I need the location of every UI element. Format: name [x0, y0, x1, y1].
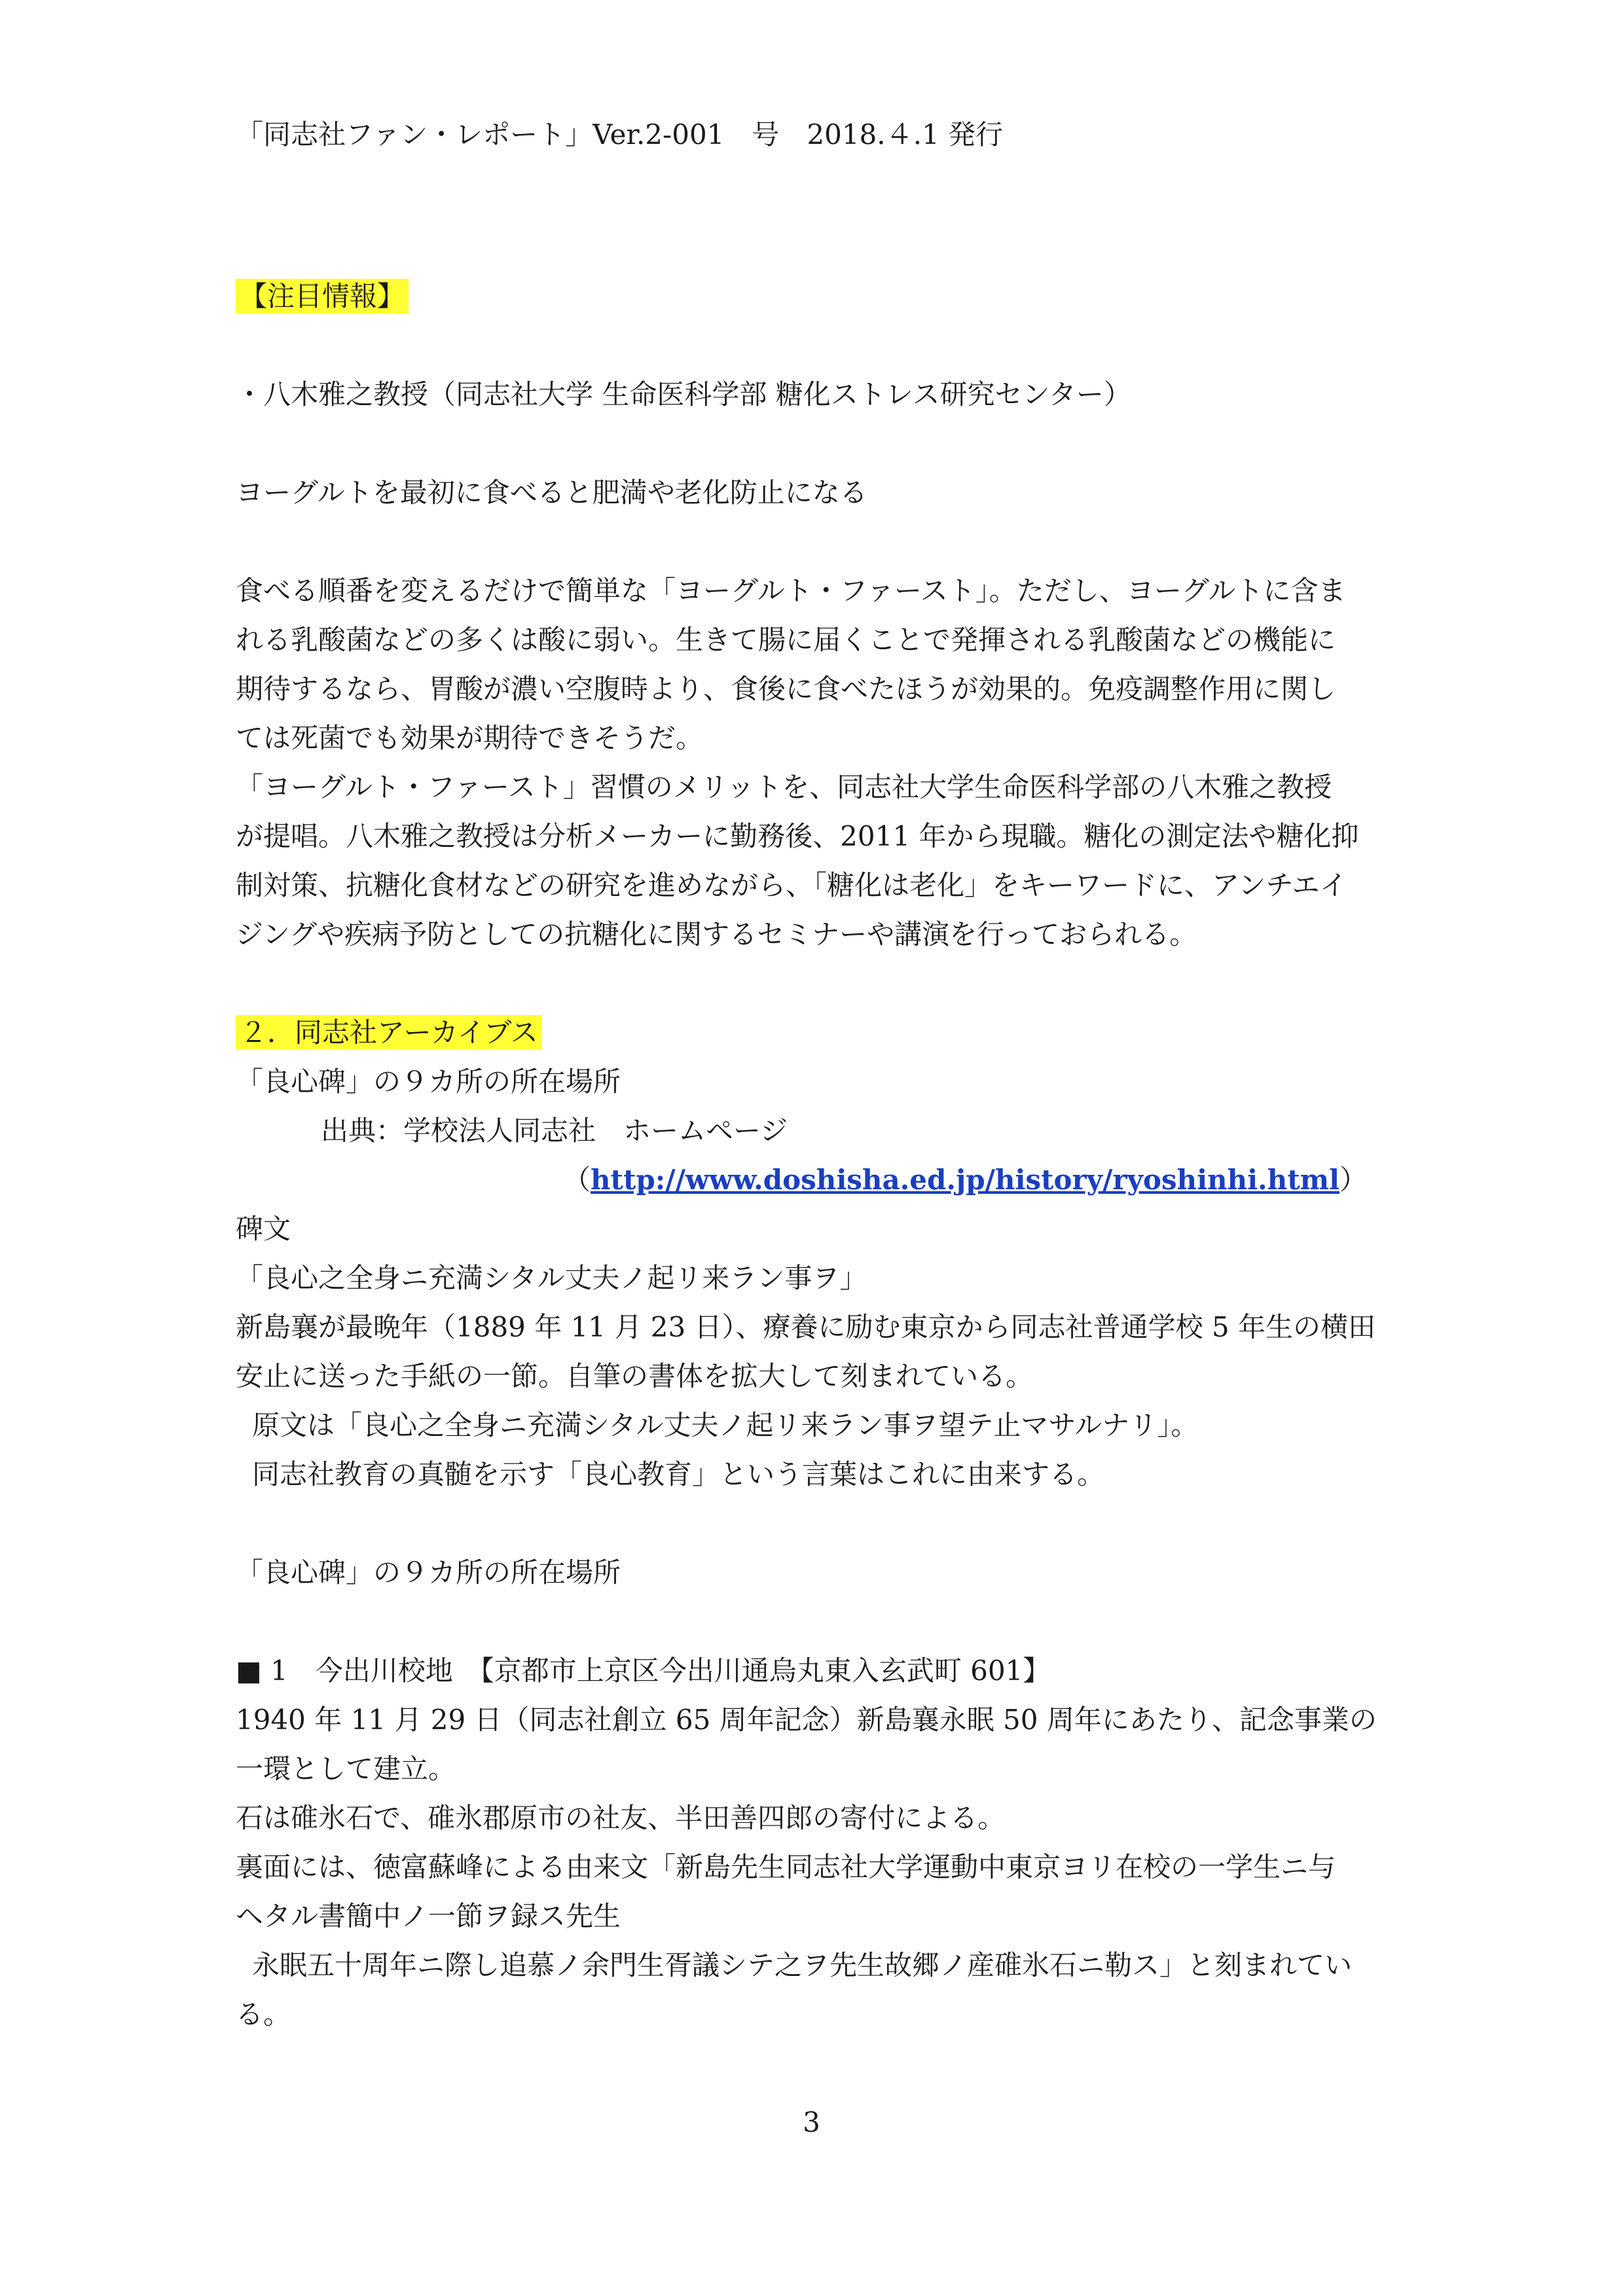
paragraph2-line: ジングや疾病予防としての抗糖化に関するセミナーや講演を行っておられる。 [236, 918, 1197, 950]
history-line: 原文は「良心之全身ニ充満シタル丈夫ノ起リ来ラン事ヲ望テ止マサルナリ」。 [252, 1409, 1199, 1441]
inscription-text: 「良心之全身ニ充満シタル丈夫ノ起リ来ラン事ヲ」 [236, 1262, 867, 1294]
paragraph2-line: が提唱。八木雅之教授は分析メーカーに勤務後、2011 年から現職。糖化の測定法や糖化抑 [236, 820, 1359, 852]
subject-line: ・八木雅之教授（同志社大学 生命医科学部 糖化ストレス研究センター） [236, 378, 1131, 410]
history-line: 同志社教育の真髄を示す「良心教育」という言葉はこれに由来する。 [252, 1458, 1105, 1490]
location1-line: 一環として建立。 [236, 1753, 456, 1785]
paragraph2-line: 「ヨーグルト・ファースト」習慣のメリットを、同志社大学生命医科学部の八木雅之教授 [236, 771, 1332, 803]
location1-line: ヘタル書簡中ノ一節ヲ録ス先生 [236, 1900, 621, 1932]
source-close-paren: ） [1340, 1164, 1368, 1196]
paragraph2-line: 制対策、抗糖化食材などの研究を進めながら、「糖化は老化」をキーワードに、アンチエイ [236, 869, 1347, 901]
section1-heading: 【注目情報】 [236, 279, 409, 314]
history-line: 新島襄が最晩年（1889 年 11 月 23 日）、療養に励む東京から同志社普通学校 5 年生の横田 [236, 1311, 1376, 1343]
section1-heading-row [236, 278, 409, 315]
location1-heading: ■ 1 今出川校地 【京都市上京区今出川通烏丸東入玄武町 601】 [236, 1655, 1051, 1687]
page-number: 3 [803, 2106, 820, 2138]
source-open-paren: （ [563, 1164, 591, 1196]
location1-line: 裏面には、徳富蘇峰による由来文「新島先生同志社大学運動中東京ヨリ在校の一学生ニ与 [236, 1851, 1336, 1883]
inscription-label: 碑文 [236, 1213, 291, 1245]
source-link-row [563, 1162, 1367, 1198]
location1-line: る。 [236, 1998, 291, 2030]
locations-title: 「良心碑」の９カ所の所在場所 [236, 1556, 621, 1588]
archive-title: 「良心碑」の９カ所の所在場所 [236, 1066, 621, 1098]
headline: ヨーグルトを最初に食べると肥満や老化防止になる [236, 476, 867, 509]
location1-line: 永眠五十周年ニ際し追慕ノ余門生胥議シテ之ヲ先生故郷ノ産碓氷石ニ勒ス」と刻まれてい [252, 1949, 1353, 1981]
section2-heading-row [236, 1014, 542, 1051]
source-link[interactable]: http://www.doshisha.ed.jp/history/ryoshinhi.html [591, 1164, 1340, 1196]
location1-line: 1940 年 11 月 29 日（同志社創立 65 周年記念）新島襄永眠 50 周年にあたり、記念事業の [236, 1704, 1377, 1736]
source-label: 出典：学校法人同志社 ホームページ [321, 1115, 788, 1147]
header-text: 「同志社ファン・レポート」Ver.2-001 号 2018.４.1 発行 [236, 118, 1004, 151]
history-line: 安止に送った手紙の一節。自筆の書体を拡大して刻まれている。 [236, 1360, 1034, 1392]
paragraph1-line: ては死菌でも効果が期待できそうだ。 [236, 722, 704, 754]
paragraph1-line: れる乳酸菌などの多くは酸に弱い。生きて腸に届くことで発揮される乳酸菌などの機能に [236, 624, 1336, 656]
location1-line: 石は碓氷石で、碓氷郡原市の社友、半田善四郎の寄付による。 [236, 1802, 1006, 1834]
paragraph1-line: 食べる順番を変えるだけで簡単な「ヨーグルト・ファースト」。ただし、ヨーグルトに含ま [236, 575, 1346, 607]
section2-heading: ２．同志社アーカイブス [236, 1015, 542, 1050]
paragraph1-line: 期待するなら、胃酸が濃い空腹時より、食後に食べたほうが効果的。免疫調整作用に関し [236, 673, 1336, 705]
